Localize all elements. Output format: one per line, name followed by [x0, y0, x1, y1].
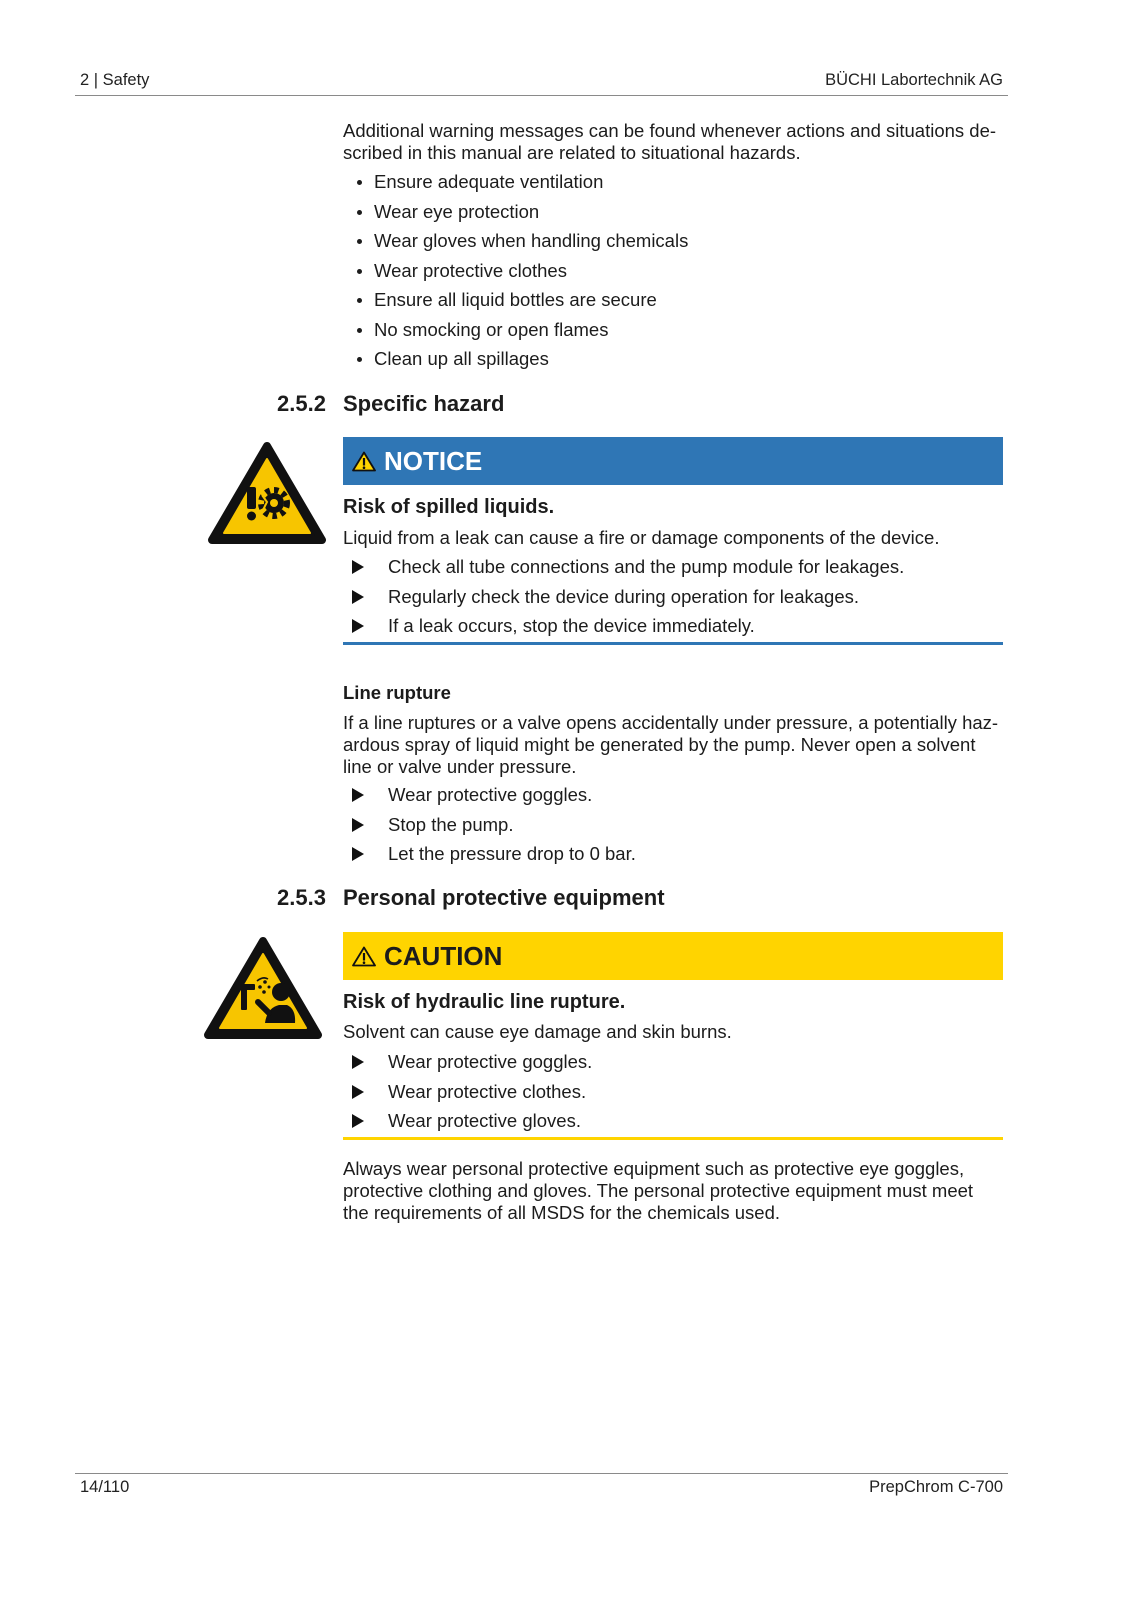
bullet-text: Ensure adequate ventilation: [374, 171, 604, 192]
hazard-description: [343, 1021, 1023, 1043]
bullet-icon: [357, 210, 362, 215]
bullet-icon: [357, 357, 362, 362]
step-text: If a leak occurs, stop the device immediately.: [388, 615, 755, 636]
step-item: [343, 1081, 1023, 1111]
hazardous-spray-warning-icon: [203, 935, 323, 1041]
bullet-text: Wear protective clothes: [374, 259, 567, 281]
step-text: Wear protective goggles.: [388, 784, 593, 805]
signal-word: NOTICE: [384, 446, 483, 476]
damage-to-device-warning-icon: [207, 440, 327, 546]
arrow-right-icon: [352, 818, 364, 832]
intro-bullet-list: [343, 171, 1023, 378]
intro-paragraph: [343, 120, 1023, 164]
paragraph-line: ardous spray of liquid might be generated by the pump. Never open a solvent: [343, 734, 976, 755]
subsection-title: Line rupture: [343, 682, 451, 703]
bullet-item: [343, 171, 1023, 201]
arrow-right-icon: [352, 788, 364, 802]
bullet-item: [343, 319, 1023, 349]
notice-end-rule: [343, 642, 1003, 645]
bullet-icon: [357, 239, 362, 244]
line-rupture-paragraph: [343, 712, 1023, 778]
arrow-right-icon: [352, 1114, 364, 1128]
notice-steps-list: [343, 556, 1023, 645]
paragraph-line: Always wear personal protective equipment such as protective eye goggles,: [343, 1158, 965, 1179]
paragraph-line: Liquid from a leak can cause a fire or damage components of the device.: [343, 527, 940, 548]
bullet-item: [343, 348, 1023, 378]
arrow-right-icon: [352, 590, 364, 604]
caution-banner: [343, 932, 1003, 980]
notice-banner: [343, 437, 1003, 485]
section-title: Specific hazard: [343, 391, 505, 416]
step-item: [343, 814, 1023, 844]
bullet-text: Ensure all liquid bottles are secure: [374, 289, 657, 310]
warning-triangle-icon: [352, 451, 376, 472]
bullet-text: Clean up all spillages: [374, 348, 549, 369]
hazard-title: Risk of hydraulic line rupture.: [343, 991, 626, 1013]
bullet-icon: [357, 180, 362, 185]
line-rupture-steps-list: [343, 784, 1023, 873]
step-text: Wear protective gloves.: [388, 1110, 581, 1131]
paragraph-line: Solvent can cause eye damage and skin burns.: [343, 1021, 732, 1042]
bullet-item: [343, 230, 1023, 260]
paragraph-line: line or valve under pressure.: [343, 756, 577, 777]
arrow-right-icon: [352, 1055, 364, 1069]
step-item: [343, 615, 1023, 645]
step-text: Wear protective goggles.: [388, 1051, 593, 1072]
caution-steps-list: [343, 1051, 1023, 1140]
bullet-text: No smocking or open flames: [374, 318, 609, 340]
paragraph-line: protective clothing and gloves. The personal protective equipment must meet: [343, 1180, 974, 1201]
step-text: Let the pressure drop to 0 bar.: [388, 843, 636, 864]
section-number: 2.5.2: [277, 391, 326, 416]
step-item: [343, 1110, 1023, 1140]
bullet-text: Wear eye protection: [374, 200, 540, 222]
bullet-icon: [357, 269, 362, 274]
bullet-item: [343, 201, 1023, 231]
bullet-icon: [357, 328, 362, 333]
ppe-paragraph: [343, 1158, 1023, 1224]
arrow-right-icon: [352, 847, 364, 861]
hazard-title: Risk of spilled liquids.: [343, 496, 555, 518]
warning-triangle-icon: [352, 946, 376, 967]
header-divider: [75, 95, 1008, 96]
step-item: [343, 784, 1023, 814]
bullet-icon: [357, 298, 362, 303]
step-item: [343, 843, 1023, 873]
step-text: Stop the pump.: [388, 813, 514, 835]
step-text: Check all tube connections and the pump module for leakages.: [388, 556, 905, 577]
section-number: 2.5.3: [277, 885, 326, 910]
paragraph-line: scribed in this manual are related to situational hazards.: [343, 142, 801, 163]
step-text: Regularly check the device during operation for leakages.: [388, 585, 860, 607]
paragraph-line: If a line ruptures or a valve opens accidentally under pressure, a potentially haz-: [343, 712, 999, 733]
caution-end-rule: [343, 1137, 1003, 1140]
arrow-right-icon: [352, 619, 364, 633]
step-item: [343, 556, 1023, 586]
paragraph-line: Additional warning messages can be found whenever actions and situations de-: [343, 120, 997, 141]
step-item: [343, 586, 1023, 616]
step-text: Wear protective clothes.: [388, 1080, 587, 1102]
bullet-item: [343, 289, 1023, 319]
footer-page-number: 14/110: [80, 1478, 130, 1496]
signal-word: CAUTION: [384, 941, 503, 971]
arrow-right-icon: [352, 1085, 364, 1099]
header-company-name: BÜCHI Labortechnik AG: [825, 71, 1003, 89]
bullet-text: Wear gloves when handling chemicals: [374, 230, 689, 251]
header-section-label: 2 | Safety: [80, 71, 150, 89]
footer-divider: [75, 1473, 1008, 1474]
hazard-description: [343, 527, 1023, 549]
section-title: Personal protective equipment: [343, 885, 665, 910]
step-item: [343, 1051, 1023, 1081]
bullet-item: [343, 260, 1023, 290]
arrow-right-icon: [352, 560, 364, 574]
paragraph-line: the requirements of all MSDS for the chemicals used.: [343, 1202, 780, 1223]
footer-product-name: PrepChrom C-700: [869, 1478, 1003, 1496]
